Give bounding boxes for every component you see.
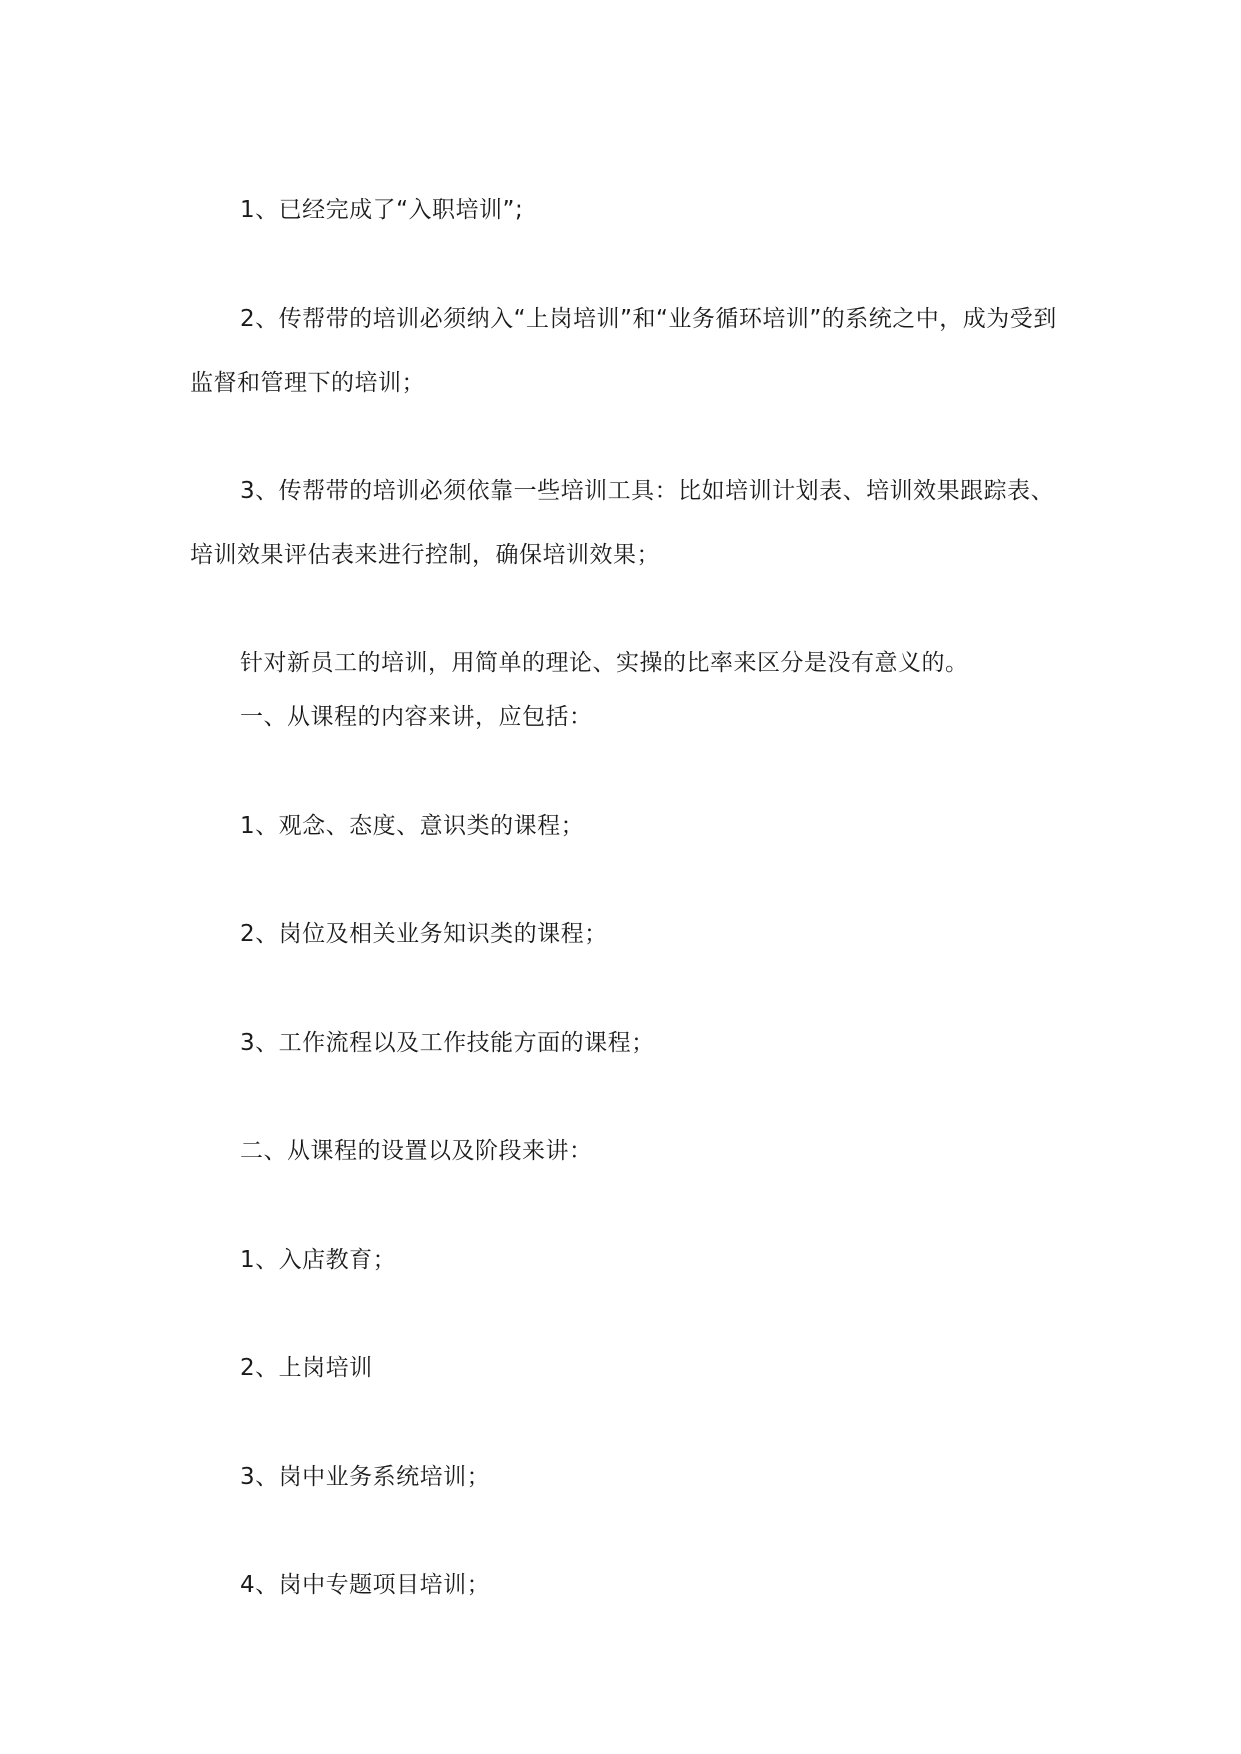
list-item-knowledge-courses: 2、岗位及相关业务知识类的课程； bbox=[240, 921, 608, 947]
list-item-special-project-training: 4、岗中专题项目培训； bbox=[240, 1572, 491, 1598]
list-item-on-job-training: 2、上岗培训 bbox=[240, 1355, 373, 1381]
heading-course-content: 一、从课程的内容来讲，应包括： bbox=[240, 704, 593, 730]
heading-course-stages: 二、从课程的设置以及阶段来讲： bbox=[240, 1138, 593, 1164]
list-item-workflow-courses: 3、工作流程以及工作技能方面的课程； bbox=[240, 1030, 655, 1056]
paragraph-new-employee-training: 针对新员工的培训，用简单的理论、实操的比率来区分是没有意义的。 bbox=[240, 650, 969, 676]
paragraph-completed-onboarding: 1、已经完成了“入职培训”; bbox=[240, 197, 524, 223]
paragraph-mentoring-tools: 3、传帮带的培训必须依靠一些培训工具：比如培训计划表、培训效果跟踪表、培训效果评估表来进行控制，确保培训效果； bbox=[190, 478, 1055, 568]
list-item-induction: 1、入店教育； bbox=[240, 1247, 397, 1273]
list-item-concept-courses: 1、观念、态度、意识类的课程； bbox=[240, 813, 585, 839]
paragraph-mentoring-system: 2、传帮带的培训必须纳入“上岗培训”和“业务循环培训”的系统之中，成为受到监督和管理下的培训； bbox=[190, 306, 1057, 396]
list-item-business-system-training: 3、岗中业务系统培训； bbox=[240, 1464, 491, 1490]
